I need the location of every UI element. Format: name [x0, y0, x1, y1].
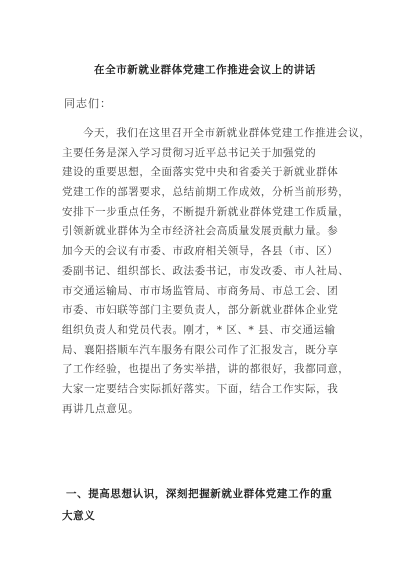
paragraph-line: 局、襄阳搭顺车汽车服务有限公司作了汇报发言，既分享: [62, 343, 339, 356]
paragraph-line: 市交通运输局、市市场监管局、市商务局、市总工会、团: [62, 284, 339, 297]
section-heading-line: 一、提高思想认识，深刻把握新就业群体党建工作的重: [66, 488, 333, 500]
paragraph-line: 安排下一步重点任务，不断提升新就业群体党建工作质量，: [62, 205, 350, 218]
document-title: 在全市新就业群体党建工作推进会议上的讲话: [94, 64, 316, 76]
paragraph-line: 再讲几点意见。: [62, 402, 140, 415]
paragraph-line: 大家一定要结合实际抓好落实。下面，结合工作实际，我: [62, 382, 339, 395]
paragraph-line: 市委、市妇联等部门主要负责人，部分新就业群体企业党: [62, 304, 339, 317]
opening-paragraph: [62, 124, 371, 419]
paragraph-line: 建设的重要思想，全面落实党中央和省委关于新就业群体: [62, 166, 339, 179]
section-heading-line: 大意义: [62, 510, 96, 522]
salutation: 同志们：: [64, 97, 112, 110]
paragraph-line: 了工作经验，也提出了务实举措，讲的都很好，我都同意，: [62, 363, 350, 376]
paragraph-line: 组织负责人和党员代表。刚才，* 区、* 县、市交通运输: [62, 323, 336, 336]
paragraph-line: 主要任务是深入学习贯彻习近平总书记关于加强党的: [62, 146, 317, 159]
paragraph-line: 党建工作的部署要求，总结前期工作成效，分析当前形势，: [62, 186, 350, 199]
paragraph-line: 今天，我们在这里召开全市新就业群体党建工作推进会议，: [83, 127, 371, 139]
paragraph-line: 委副书记、组织部长、政法委书记，市发改委、市人社局、: [62, 264, 350, 277]
paragraph-line: 加今天的会议有市委、市政府相关领导，各县（市、区）: [62, 245, 339, 258]
paragraph-line: 引领新就业群体为全市经济社会高质量发展贡献力量。参: [62, 225, 339, 238]
section-heading-1: [62, 483, 362, 527]
